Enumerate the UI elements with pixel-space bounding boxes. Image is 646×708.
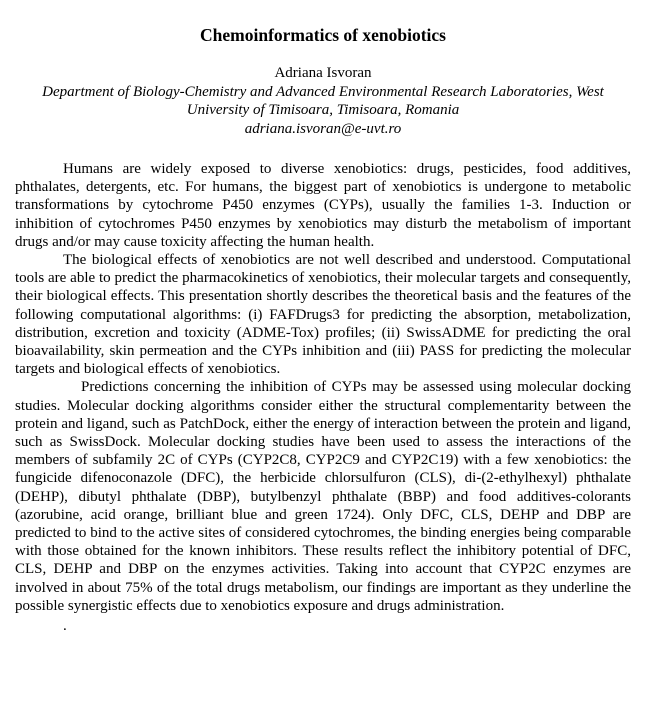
abstract-paragraph-2: The biological effects of xenobiotics are not well described and understood. Computational tools are able to predict the pharmacokinetics of xenobiotics, their molecular targets and consequently, their biological effects. This presentation shortly describes the theoretical basis and the features of the following computational algorithms: (i) FAFDrugs3 for predicting the absorption, metabolization, distribution, excretion and toxicity (ADME-Tox) profiles; (ii) SwissADME for predicting the oral bioavailability, skin permeation and the CYPs inhibition and (iii) PASS for predicting the molecular targets and biological effects of xenobiotics.: [15, 252, 631, 378]
trailing-period: .: [63, 618, 67, 635]
affiliation-line-1: Department of Biology-Chemistry and Advanced Environmental Research Laboratories, West: [42, 83, 604, 100]
affiliation-line-2: University of Timisoara, Timisoara, Romania: [186, 102, 460, 118]
abstract-paragraph-3: Predictions concerning the inhibition of CYPs may be assessed using molecular docking studies. Molecular docking algorithms consider either the structural complementarity between the protein and ligand, such as PatchDock, either the energy of interaction between the protein and ligand, such as SwissDock. Molecular docking studies have been used to assess the interactions of the members of subfamily 2C of CYPs (CYP2C8, CYP2C9 and CYP2C19) with a few xenobiotics: the fungicide difenoconazole (DFC), the herbicide chlorsulfuron (CLS), di-(2-ethylhexyl) phthalate (DEHP), dibutyl phthalate (DBP), butylbenzyl phthalate (BBP) and food additives-colorants (azorubine, acid orange, brilliant blue and green 1724). Only DFC, CLS, DEHP and DBP are predicted to bind to the active sites of considered cytochromes, the binding energies being comparable with those obtained for the known inhibitors. These results reflect the inhibitory potential of DFC, CLS, DEHP and DBP on the enzymes activities. Taking into account that CYP2C enzymes are involved in about 75% of the total drugs metabolism, our findings are important as they underline the possible synergistic effects due to xenobiotics exposure and drugs administration.: [15, 379, 631, 614]
abstract-paragraph-1: Humans are widely exposed to diverse xenobiotics: drugs, pesticides, food additives, phthalates, detergents, etc. For humans, the biggest part of xenobiotics is undergone to metabolic transformations by cytochrome P450 enzymes (CYPs), usually the families 1-3. Induction or inhibition of cytochromes P450 enzymes by xenobiotics may disturb the metabolism of important drugs and/or may cause toxicity affecting the human health.: [15, 161, 631, 250]
author-block: [15, 64, 631, 138]
author-email: adriana.isvoran@e-uvt.ro: [244, 120, 402, 137]
abstract-body: [15, 160, 631, 615]
author-name: Adriana Isvoran: [274, 65, 372, 81]
paper-title: Chemoinformatics of xenobiotics: [200, 25, 446, 45]
